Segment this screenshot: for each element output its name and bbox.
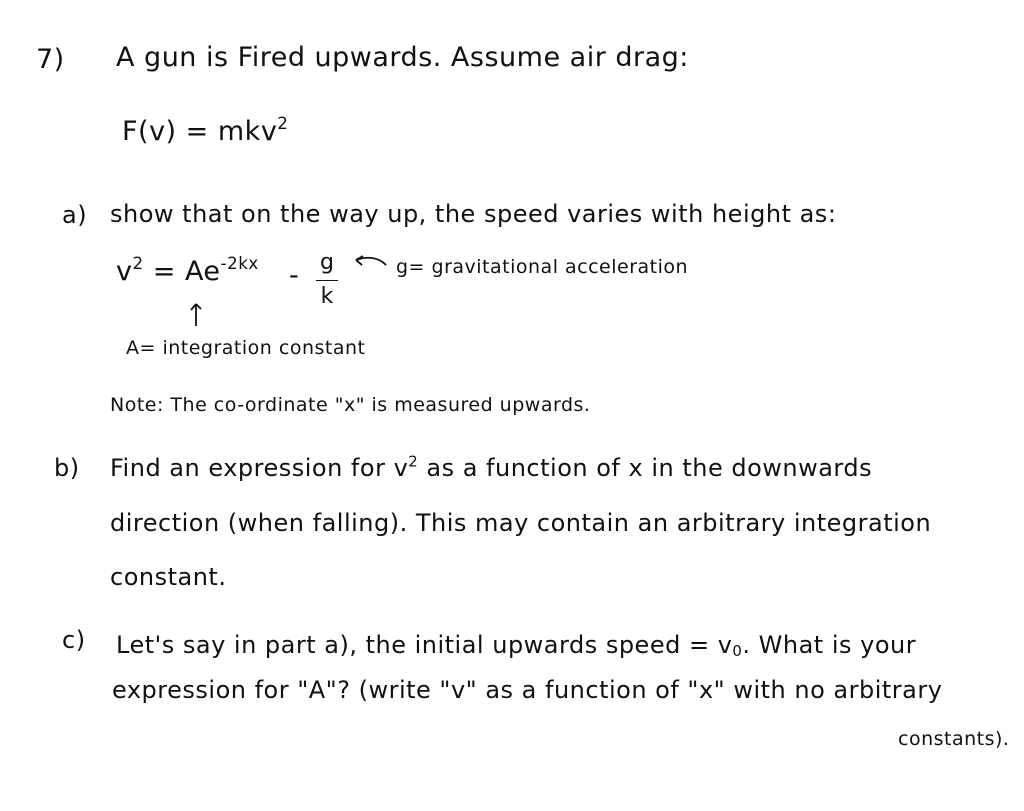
- fraction-denominator: k: [320, 284, 334, 309]
- problem-intro: A gun is Fired upwards. Assume air drag:: [116, 42, 689, 73]
- part-c-line-1-pre: Let's say in part a), the initial upwards speed = v: [116, 631, 733, 659]
- part-a-text: show that on the way up, the speed varies with height as:: [110, 200, 837, 228]
- fraction-bar: [316, 280, 338, 281]
- v0-subscript: 0: [732, 641, 743, 660]
- part-c-line-1-post: . What is your: [742, 631, 917, 659]
- arrow-to-A-icon: [188, 300, 204, 328]
- part-c-line-2: expression for "A"? (write "v" as a function of "x" with no arbitrary: [112, 676, 943, 704]
- part-c-label: c): [62, 626, 86, 654]
- eq-minus-sign: -: [289, 260, 300, 291]
- fraction-numerator: g: [320, 250, 334, 275]
- part-b-label: b): [54, 454, 80, 482]
- eq-equals: = Ae: [152, 256, 221, 287]
- problem-number: 7): [36, 44, 65, 75]
- part-b-power: 2: [408, 452, 419, 471]
- force-power: 2: [277, 113, 289, 134]
- eq-exponent: -2kx: [220, 253, 259, 274]
- A-note: A= integration constant: [126, 337, 366, 359]
- part-b-line-1-pre: Find an expression for v: [110, 454, 409, 482]
- drag-force-equation: [122, 113, 289, 147]
- coordinate-note: Note: The co-ordinate "x" is measured upwards.: [110, 394, 591, 416]
- part-b-line-2: direction (when falling). This may contain an arbitrary integration: [110, 509, 932, 537]
- part-c-line-1: [116, 631, 917, 660]
- eq-v: v: [116, 256, 133, 287]
- g-note: g= gravitational acceleration: [396, 256, 689, 278]
- force-rhs: = mkv: [185, 116, 278, 147]
- eq-v-power: 2: [132, 253, 144, 274]
- force-lhs: F(v): [122, 116, 177, 147]
- part-b-line-1-post: as a function of x in the downwards: [426, 454, 873, 482]
- arrow-to-g-icon: [350, 253, 390, 269]
- speed-equation: [116, 253, 259, 287]
- part-a-label: a): [62, 201, 88, 229]
- part-b-line-3: constant.: [110, 563, 227, 591]
- part-b-line-1: [110, 452, 873, 482]
- g-over-k-fraction: [316, 252, 338, 308]
- part-c-line-3: constants).: [898, 728, 1010, 750]
